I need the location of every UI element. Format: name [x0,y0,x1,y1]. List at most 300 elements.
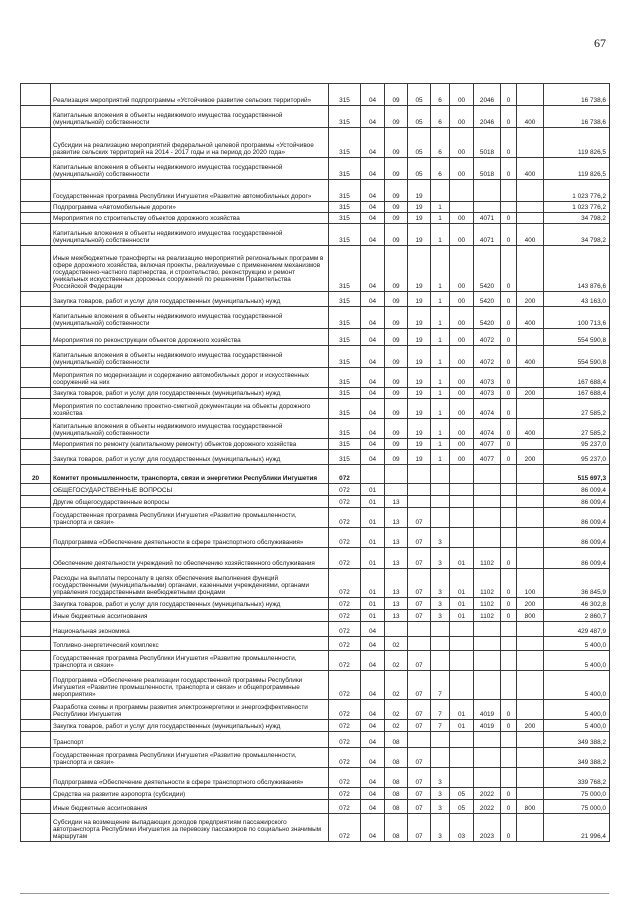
row-description: Закупка товаров, работ и услуг для государственных (муниципальных) нужд [51,450,329,465]
code-direction: 1102 [474,548,501,569]
code-subprogram: 1 [431,450,450,465]
code-direction [474,508,501,528]
row-number [21,508,51,528]
code-direction: 5018 [474,128,501,158]
row-description: Субсидии на реализацию мероприятий федеральной целевой программы «Устойчивое развитие сельских территорий на 2014 - 2017 годы и на период до 2020 года» [51,128,329,158]
code-direction: 5018 [474,158,501,180]
table-row [21,368,610,388]
code-subsection: 13 [385,598,408,610]
code-expense-type [517,213,544,224]
row-number [21,128,51,158]
code-section: 04 [361,732,385,748]
table-row [21,128,610,158]
code-subsection: 08 [385,748,408,768]
code-subprogram: 3 [431,528,450,548]
code-subsection: 09 [385,388,408,399]
code-activity: 01 [450,548,474,569]
table-row [21,528,610,548]
code-program: 19 [408,202,431,213]
code-direction-suffix [501,202,517,213]
code-direction-suffix: 0 [501,399,517,419]
row-number [21,307,51,329]
table-row [21,598,610,610]
row-description: Национальная экономика [51,622,329,637]
row-amount: 5 400,0 [544,720,610,732]
code-direction [474,732,501,748]
code-direction-suffix: 0 [501,800,517,814]
table-row [21,651,610,671]
code-section: 04 [361,439,385,450]
code-subprogram: 6 [431,158,450,180]
code-program: 05 [408,106,431,128]
code-section: 04 [361,399,385,419]
code-activity: 00 [450,224,474,246]
table-row [21,465,610,484]
table-row [21,292,610,307]
row-description: Иные бюджетные ассигнования [51,610,329,622]
code-activity: 05 [450,788,474,800]
code-direction [474,622,501,637]
code-section: 04 [361,700,385,720]
table-row [21,814,610,842]
row-amount: 86 009,4 [544,496,610,508]
row-number [21,419,51,439]
row-amount: 100 713,6 [544,307,610,329]
row-amount: 143 876,6 [544,246,610,292]
table-row [21,508,610,528]
code-expense-type: 400 [517,419,544,439]
code-program: 05 [408,84,431,106]
code-subprogram: 7 [431,700,450,720]
code-activity [450,465,474,484]
row-number [21,346,51,368]
row-amount: 5 400,0 [544,651,610,671]
code-direction: 2022 [474,788,501,800]
row-amount: 86 009,4 [544,508,610,528]
code-subprogram: 3 [431,569,450,598]
code-expense-type [517,548,544,569]
code-direction [474,637,501,651]
code-ministry: 072 [329,637,361,651]
code-ministry: 315 [329,329,361,346]
code-subprogram: 7 [431,720,450,732]
row-description: Топливно-энергетический комплекс [51,637,329,651]
row-number [21,788,51,800]
row-number [21,213,51,224]
code-program: 07 [408,508,431,528]
code-ministry: 072 [329,732,361,748]
row-description: Иные межбюджетные трансферты на реализацию мероприятий региональных программ в сфере дорожного хозяйства, включая проекты, реализуемые с применением механизмов государственно-частного партнерства, и строительство, реконструкцию и ремонт уникальных искусственных дорожных сооружений по решениям Правительства Российской Федерации [51,246,329,292]
code-subprogram [431,622,450,637]
code-subprogram: 1 [431,292,450,307]
row-amount: 5 400,0 [544,637,610,651]
row-number [21,450,51,465]
table-row [21,569,610,598]
code-program: 19 [408,180,431,202]
row-amount: 167 688,4 [544,368,610,388]
code-program: 07 [408,569,431,598]
table-row [21,84,610,106]
code-program: 19 [408,450,431,465]
code-subsection: 02 [385,637,408,651]
row-amount: 554 590,8 [544,346,610,368]
code-expense-type [517,768,544,788]
code-direction-suffix: 0 [501,84,517,106]
code-section: 04 [361,368,385,388]
code-section: 01 [361,484,385,496]
row-number [21,399,51,419]
table-row [21,180,610,202]
code-expense-type [517,202,544,213]
row-amount: 119 826,5 [544,128,610,158]
code-direction: 4019 [474,700,501,720]
code-subsection: 08 [385,814,408,842]
code-subprogram: 3 [431,598,450,610]
code-expense-type [517,368,544,388]
table-row [21,329,610,346]
row-description: Закупка товаров, работ и услуг для государственных (муниципальных) нужд [51,598,329,610]
row-amount: 5 400,0 [544,671,610,700]
row-number [21,106,51,128]
code-section: 04 [361,768,385,788]
row-amount: 86 009,4 [544,528,610,548]
code-subprogram: 3 [431,814,450,842]
row-description: Закупка товаров, работ и услуг для государственных (муниципальных) нужд [51,720,329,732]
code-subprogram: 1 [431,368,450,388]
row-description: Капитальные вложения в объекты недвижимого имущества государственной (муниципальной) собственности [51,106,329,128]
row-number [21,202,51,213]
table-row [21,419,610,439]
code-section: 04 [361,329,385,346]
code-direction: 4019 [474,720,501,732]
code-program: 19 [408,419,431,439]
table-row [21,700,610,720]
code-activity: 00 [450,84,474,106]
code-activity [450,732,474,748]
row-amount: 16 738,6 [544,84,610,106]
row-number [21,368,51,388]
row-number [21,800,51,814]
table-row [21,213,610,224]
row-description: Средства на развитие аэропорта (субсидии) [51,788,329,800]
row-number [21,439,51,450]
row-description: Иные бюджетные ассигнования [51,800,329,814]
row-description: Мероприятия по ремонту (капитальному ремонту) объектов дорожного хозяйства [51,439,329,450]
row-description: Капитальные вложения в объекты недвижимого имущества государственной (муниципальной) собственности [51,307,329,329]
code-section: 04 [361,128,385,158]
row-description: Субсидии на возмещение выпадающих доходов предприятиям пассажирского автотранспорта Республики Ингушетия за перевозку пассажиров по социально значимым маршрутам [51,814,329,842]
code-direction-suffix: 0 [501,569,517,598]
code-activity: 05 [450,800,474,814]
code-ministry: 072 [329,465,361,484]
row-description: Закупка товаров, работ и услуг для государственных (муниципальных) нужд [51,388,329,399]
table-row [21,106,610,128]
row-amount: 86 009,4 [544,484,610,496]
row-number [21,671,51,700]
row-amount: 339 768,2 [544,768,610,788]
code-section: 04 [361,202,385,213]
code-activity [450,622,474,637]
code-program [408,465,431,484]
code-program: 05 [408,158,431,180]
code-subprogram: 6 [431,106,450,128]
code-activity [450,202,474,213]
code-subsection: 08 [385,768,408,788]
row-description: Разработка схемы и программы развития электроэнергетики и энергоэффективности Республики Ингушетия [51,700,329,720]
code-program: 19 [408,307,431,329]
code-activity [450,637,474,651]
code-subsection: 13 [385,496,408,508]
code-direction-suffix [501,180,517,202]
code-direction-suffix: 0 [501,419,517,439]
row-description: Государственная программа Республики Ингушетия «Развитие промышленности, транспорта и связи» [51,651,329,671]
row-amount: 515 697,3 [544,465,610,484]
code-program: 07 [408,610,431,622]
row-number [21,637,51,651]
code-activity: 00 [450,158,474,180]
row-amount: 46 302,8 [544,598,610,610]
code-subsection: 09 [385,292,408,307]
code-direction-suffix: 0 [501,450,517,465]
row-number [21,528,51,548]
code-subprogram: 3 [431,610,450,622]
code-activity: 00 [450,307,474,329]
code-direction [474,528,501,548]
code-subprogram [431,651,450,671]
code-expense-type [517,439,544,450]
row-description: Капитальные вложения в объекты недвижимого имущества государственной (муниципальной) собственности [51,419,329,439]
code-program: 19 [408,399,431,419]
code-subprogram [431,180,450,202]
code-section: 04 [361,800,385,814]
table-row [21,158,610,180]
code-subsection: 13 [385,548,408,569]
code-subsection: 09 [385,213,408,224]
code-program: 07 [408,720,431,732]
code-subprogram: 1 [431,329,450,346]
code-activity [450,768,474,788]
code-direction [474,496,501,508]
code-direction: 4077 [474,450,501,465]
row-description: Подпрограмма «Обеспечение деятельности в сфере транспортного обслуживания» [51,768,329,788]
code-program [408,637,431,651]
row-amount: 5 400,0 [544,700,610,720]
code-ministry: 072 [329,610,361,622]
code-program: 07 [408,671,431,700]
row-description: Подпрограмма «Обеспечение деятельности в сфере транспортного обслуживания» [51,528,329,548]
row-amount: 27 585,2 [544,419,610,439]
code-ministry: 072 [329,569,361,598]
table-row [21,388,610,399]
code-ministry: 072 [329,508,361,528]
code-expense-type [517,700,544,720]
row-amount: 167 688,4 [544,388,610,399]
code-expense-type: 200 [517,388,544,399]
code-ministry: 072 [329,720,361,732]
code-ministry: 072 [329,484,361,496]
code-direction: 4074 [474,399,501,419]
table-row [21,484,610,496]
table-row [21,622,610,637]
code-expense-type [517,84,544,106]
row-amount: 95 237,0 [544,450,610,465]
code-subprogram: 3 [431,788,450,800]
code-ministry: 315 [329,346,361,368]
code-program: 07 [408,651,431,671]
code-subsection: 09 [385,180,408,202]
table-row [21,224,610,246]
code-program: 07 [408,700,431,720]
code-program [408,732,431,748]
code-subprogram: 3 [431,800,450,814]
code-activity: 00 [450,439,474,450]
row-number [21,700,51,720]
budget-table-body [21,84,610,842]
table-row [21,399,610,419]
code-subprogram [431,637,450,651]
code-section: 01 [361,496,385,508]
code-activity: 01 [450,569,474,598]
code-subprogram: 1 [431,346,450,368]
row-description: Подпрограмма «Автомобильные дороги» [51,202,329,213]
code-direction-suffix: 0 [501,388,517,399]
code-subsection [385,465,408,484]
code-direction-suffix [501,465,517,484]
code-direction-suffix [501,528,517,548]
row-number [21,84,51,106]
code-ministry: 072 [329,651,361,671]
code-direction-suffix: 0 [501,213,517,224]
code-expense-type: 200 [517,292,544,307]
code-direction: 5420 [474,307,501,329]
code-direction-suffix: 0 [501,158,517,180]
row-number [21,720,51,732]
table-row [21,720,610,732]
code-direction-suffix: 0 [501,720,517,732]
code-subprogram [431,465,450,484]
table-row [21,610,610,622]
code-direction [474,202,501,213]
code-direction-suffix: 0 [501,246,517,292]
code-section: 04 [361,224,385,246]
code-ministry: 072 [329,800,361,814]
row-number [21,388,51,399]
code-subsection: 08 [385,800,408,814]
code-ministry: 315 [329,388,361,399]
code-activity [450,528,474,548]
code-activity [450,484,474,496]
row-amount: 34 798,2 [544,213,610,224]
row-number [21,768,51,788]
table-row [21,800,610,814]
code-expense-type: 400 [517,346,544,368]
code-subsection: 09 [385,439,408,450]
row-amount: 21 996,4 [544,814,610,842]
row-number [21,548,51,569]
table-row [21,768,610,788]
code-direction: 2022 [474,800,501,814]
code-direction [474,671,501,700]
code-subsection [385,622,408,637]
row-number [21,814,51,842]
table-row [21,439,610,450]
code-expense-type [517,399,544,419]
code-program: 05 [408,128,431,158]
code-section: 01 [361,569,385,598]
code-subprogram [431,484,450,496]
row-description: Государственная программа Республики Ингушетия «Развитие промышленности, транспорта и связи» [51,508,329,528]
table-row [21,637,610,651]
row-description: Капитальные вложения в объекты недвижимого имущества государственной (муниципальной) собственности [51,224,329,246]
code-section: 04 [361,622,385,637]
code-subsection: 09 [385,106,408,128]
code-subprogram [431,748,450,768]
code-ministry: 072 [329,671,361,700]
row-amount: 75 000,0 [544,788,610,800]
row-amount: 36 845,9 [544,569,610,598]
code-ministry: 315 [329,246,361,292]
code-activity: 01 [450,598,474,610]
code-activity: 00 [450,399,474,419]
code-direction-suffix: 0 [501,307,517,329]
code-direction [474,484,501,496]
code-activity [450,651,474,671]
code-section: 04 [361,180,385,202]
code-direction-suffix: 0 [501,548,517,569]
code-section: 04 [361,292,385,307]
code-subsection: 13 [385,569,408,598]
code-direction-suffix: 0 [501,788,517,800]
code-section: 04 [361,671,385,700]
code-ministry: 315 [329,202,361,213]
code-section: 04 [361,651,385,671]
row-amount: 43 163,0 [544,292,610,307]
row-description: Транспорт [51,732,329,748]
code-ministry: 315 [329,307,361,329]
row-description: Реализация мероприятий подпрограммы «Устойчивое развитие сельских территорий» [51,84,329,106]
code-direction: 4073 [474,388,501,399]
row-amount: 349 388,2 [544,732,610,748]
code-program: 19 [408,368,431,388]
code-program: 19 [408,224,431,246]
row-amount: 554 590,8 [544,329,610,346]
code-subprogram: 3 [431,768,450,788]
code-direction [474,651,501,671]
code-program: 19 [408,439,431,450]
code-subsection: 08 [385,788,408,800]
code-subsection: 09 [385,224,408,246]
code-section: 04 [361,346,385,368]
code-ministry: 072 [329,548,361,569]
code-ministry: 315 [329,158,361,180]
code-activity: 01 [450,700,474,720]
code-subprogram: 1 [431,246,450,292]
code-ministry: 315 [329,450,361,465]
code-activity: 00 [450,346,474,368]
code-direction: 4072 [474,346,501,368]
code-direction: 2046 [474,84,501,106]
code-ministry: 315 [329,213,361,224]
code-direction-suffix: 0 [501,610,517,622]
code-expense-type [517,651,544,671]
code-section: 04 [361,213,385,224]
row-amount: 2 860,7 [544,610,610,622]
code-section: 04 [361,814,385,842]
code-section: 04 [361,307,385,329]
code-activity: 03 [450,814,474,842]
row-amount: 75 000,0 [544,800,610,814]
footer-rule [20,893,609,894]
